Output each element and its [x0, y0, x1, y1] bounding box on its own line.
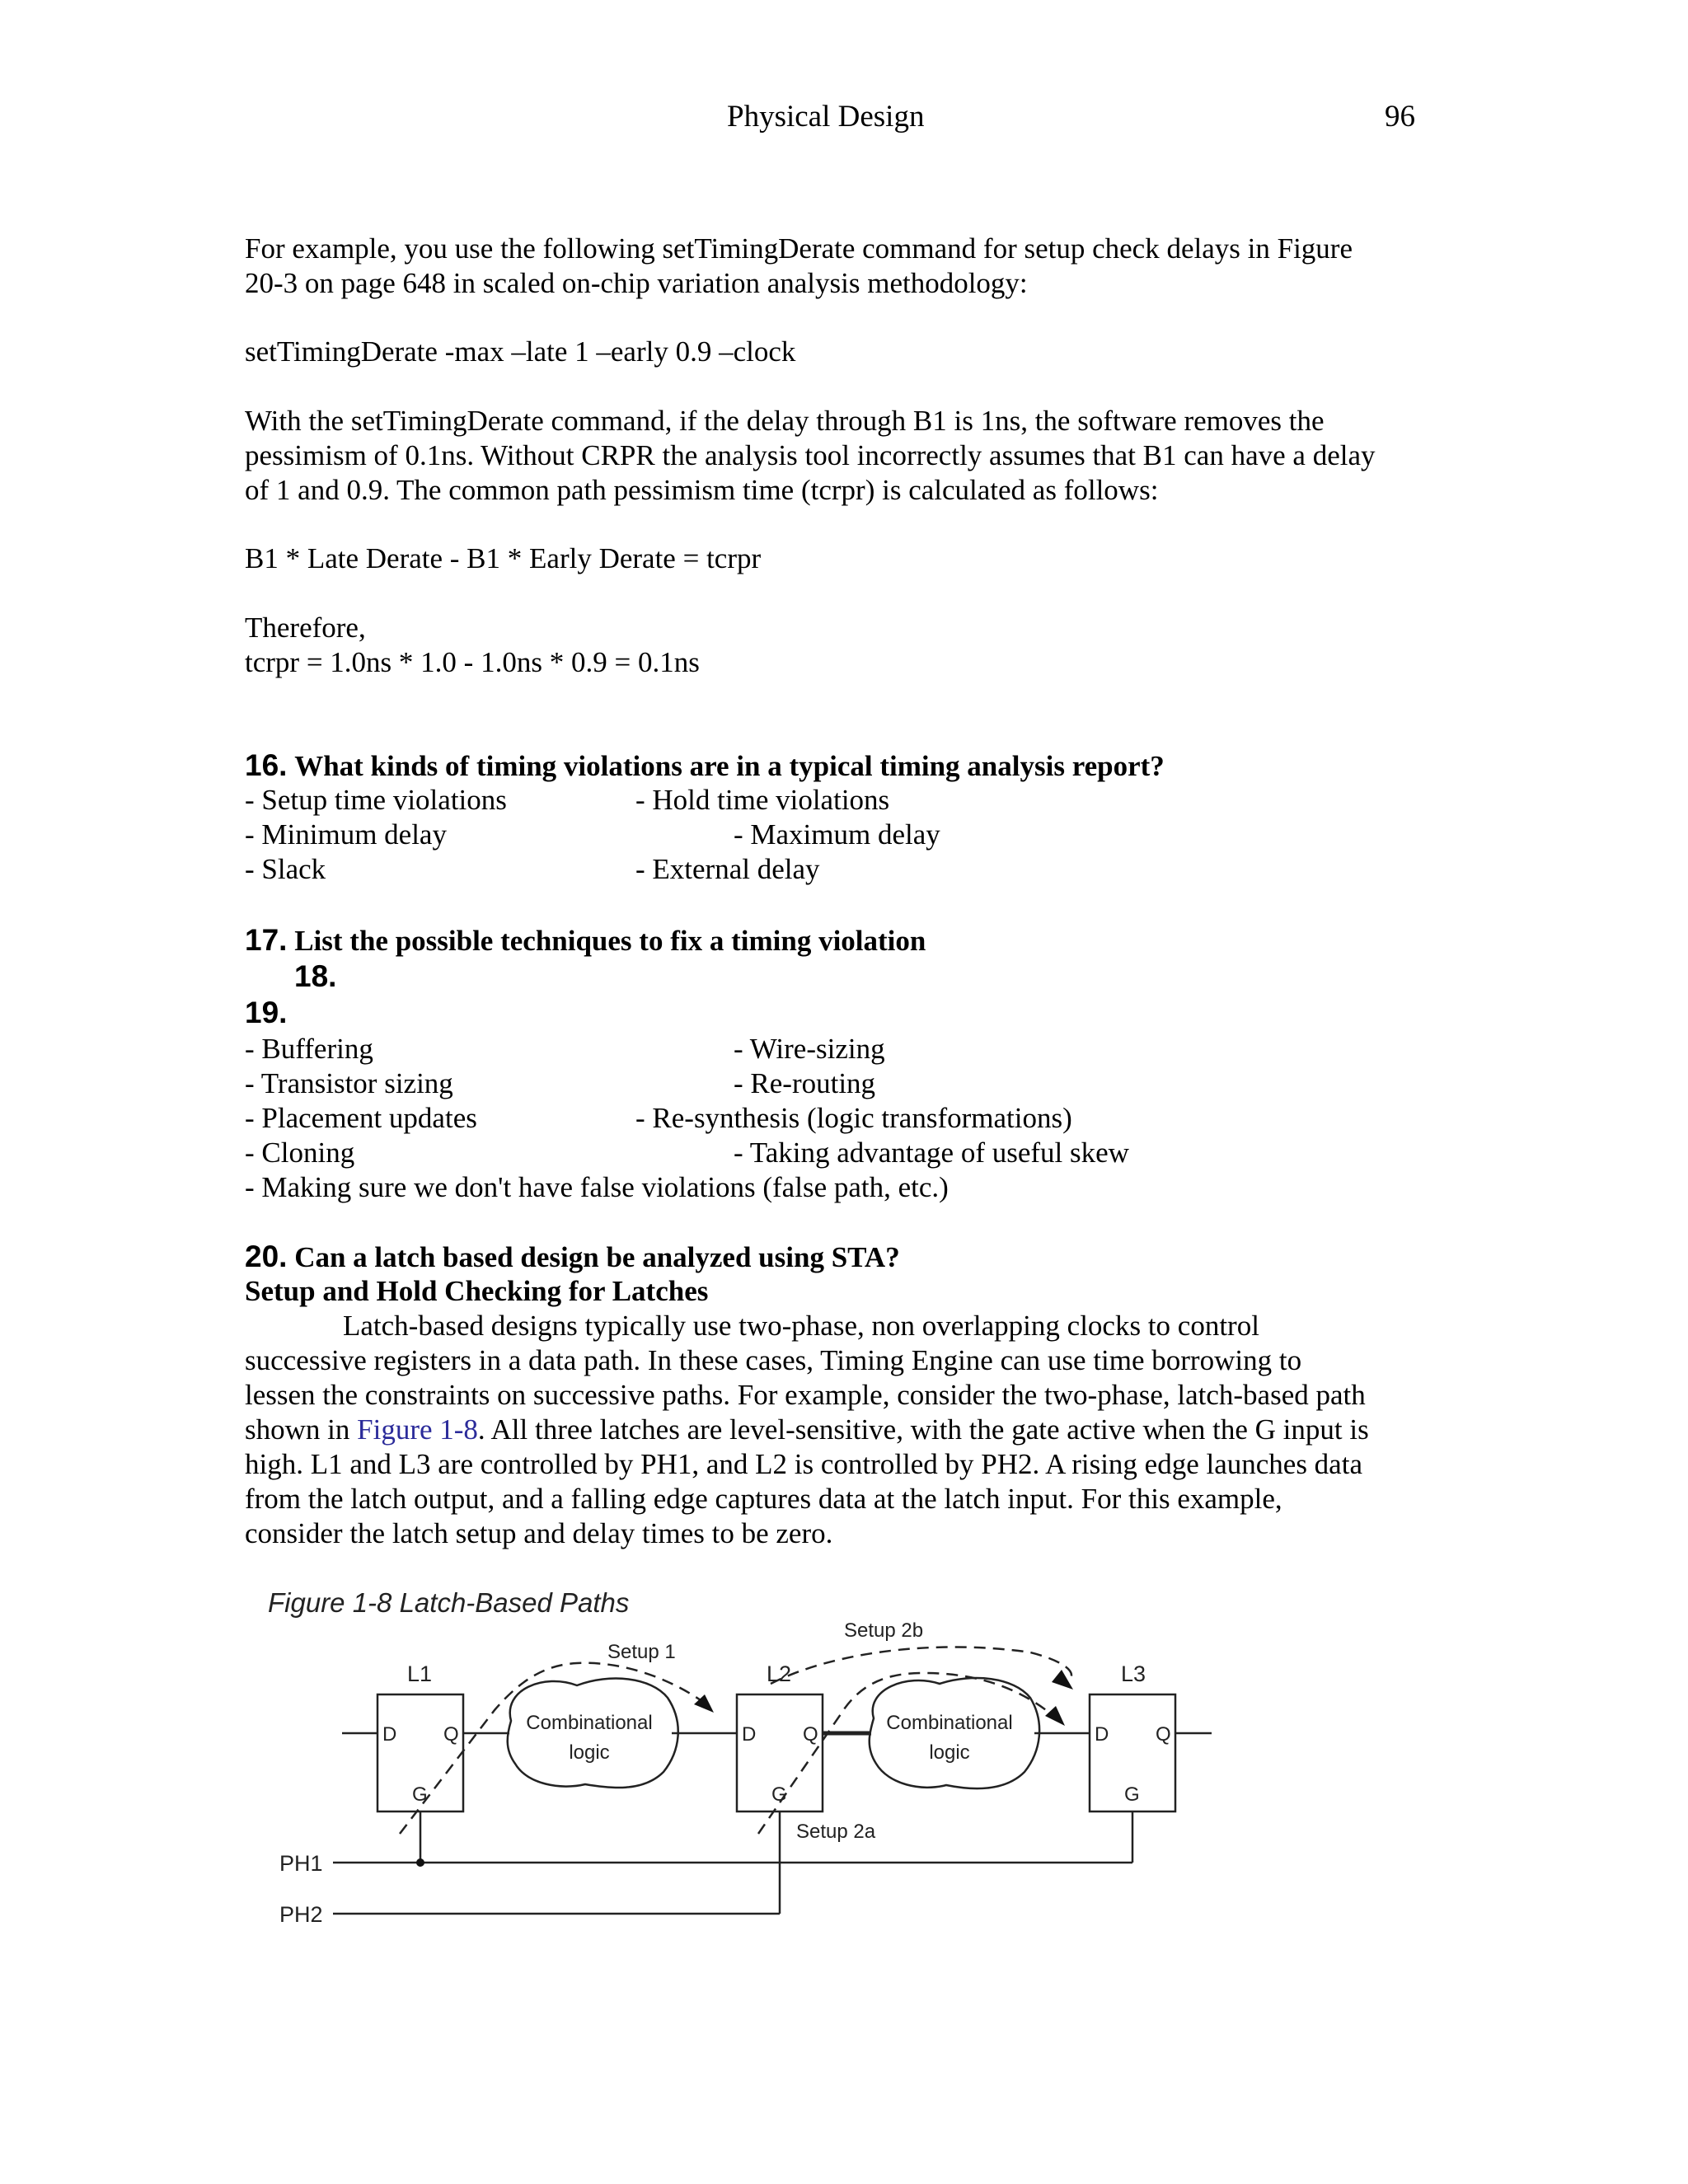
q17-item: - Re-synthesis (logic transformations): [635, 1102, 1072, 1134]
l1-pin-g: G: [412, 1783, 428, 1806]
question-20-number: 20.: [245, 1240, 288, 1273]
q16-item: - Setup time violations: [245, 784, 507, 816]
logic-1-label-line-1: Combinational: [526, 1712, 653, 1734]
paragraph-line-2: pessimism of 0.1ns. Without CRPR the analysis tool incorrectly assumes that B1 can have a delay: [245, 439, 1376, 471]
setup-1-label: Setup 1: [607, 1641, 676, 1663]
q17-item: - Placement updates: [245, 1102, 477, 1134]
ph2-label: PH2: [279, 1902, 323, 1927]
logic-2-label-line-2: logic: [929, 1741, 970, 1764]
setup-2a-arc: [758, 1673, 1057, 1834]
q17-item: - Transistor sizing: [245, 1067, 453, 1099]
latch-paragraph-line-7: consider the latch setup and delay times to be zero.: [245, 1517, 833, 1549]
latch-paragraph-line-3: lessen the constraints on successive paths. For example, consider the two-phase, latch-based path: [245, 1379, 1366, 1411]
q17-item: - Re-routing: [734, 1067, 876, 1099]
page-number: 96: [1385, 100, 1415, 134]
formula-line: B1 * Late Derate - B1 * Early Derate = tcrpr: [245, 542, 762, 574]
latch-l3-label: L3: [1121, 1661, 1146, 1686]
question-18-number: 18.: [294, 959, 337, 993]
latch-paragraph-line-1: Latch-based designs typically use two-phase, non overlapping clocks to control: [343, 1310, 1259, 1342]
setup-2a-label: Setup 2a: [796, 1821, 876, 1843]
paragraph-line-1: With the setTimingDerate command, if the delay through B1 is 1ns, the software removes the: [245, 405, 1325, 437]
latch-paragraph-text: shown in: [245, 1413, 358, 1446]
therefore-line: Therefore,: [245, 612, 366, 644]
latch-l1-label: L1: [407, 1661, 433, 1686]
question-19-number: 19.: [245, 996, 288, 1029]
latch-paragraph-line-5: high. L1 and L3 are controlled by PH1, and L2 is controlled by PH2. A rising edge launches data: [245, 1448, 1362, 1480]
page-header-title: Physical Design: [727, 100, 925, 134]
q17-item: - Buffering: [245, 1033, 373, 1065]
intro-line-1: For example, you use the following setTimingDerate command for setup check delays in Figure: [245, 232, 1353, 265]
q17-item: - Taking advantage of useful skew: [734, 1137, 1129, 1169]
setup-2b-arc: [771, 1647, 1071, 1684]
l3-pin-g: G: [1124, 1783, 1140, 1806]
q17-item: - Cloning: [245, 1137, 355, 1169]
l2-pin-g: G: [771, 1783, 787, 1806]
latch-paragraph-text: . All three latches are level-sensitive, with the gate active when the G input is: [477, 1413, 1369, 1446]
latch-paragraph-line-6: from the latch output, and a falling edge captures data at the latch input. For this example,: [245, 1483, 1282, 1515]
q16-item: - Slack: [245, 853, 326, 885]
question-17-number: 17.: [245, 923, 288, 957]
l3-pin-q: Q: [1156, 1723, 1171, 1746]
q16-item: - Maximum delay: [734, 818, 940, 851]
setup-2a-arrowhead: [1045, 1706, 1065, 1726]
figure-title: Figure 1-8 Latch-Based Paths: [268, 1587, 630, 1618]
question-16-number: 16.: [245, 748, 288, 782]
q16-item: - External delay: [635, 853, 820, 885]
l2-pin-d: D: [742, 1723, 757, 1746]
logic-2-label-line-1: Combinational: [886, 1712, 1013, 1734]
result-line: tcrpr = 1.0ns * 1.0 - 1.0ns * 0.9 = 0.1ns: [245, 646, 700, 678]
figure-link[interactable]: Figure 1-8: [357, 1413, 478, 1446]
l1-pin-q: Q: [443, 1723, 459, 1746]
paragraph-line-3: of 1 and 0.9. The common path pessimism time (tcrpr) is calculated as follows:: [245, 474, 1159, 506]
q16-item: - Minimum delay: [245, 818, 447, 851]
section-subheading: Setup and Hold Checking for Latches: [245, 1275, 709, 1307]
ph1-label: PH1: [279, 1851, 323, 1876]
latch-l2-label: L2: [767, 1661, 792, 1686]
intro-line-2: 20-3 on page 648 in scaled on-chip variation analysis methodology:: [245, 267, 1028, 299]
setup-2b-label: Setup 2b: [844, 1619, 924, 1642]
l3-pin-d: D: [1095, 1723, 1109, 1746]
l2-pin-q: Q: [803, 1723, 818, 1746]
latch-paragraph-line-2: successive registers in a data path. In these cases, Timing Engine can use time borrowing to: [245, 1344, 1302, 1376]
q16-item: - Hold time violations: [635, 784, 890, 816]
question-20-text: Can a latch based design be analyzed using STA?: [294, 1241, 900, 1273]
q17-last-item: - Making sure we don't have false violations (false path, etc.): [245, 1171, 949, 1203]
setup-1-arc: [400, 1663, 709, 1834]
question-16-text: What kinds of timing violations are in a typical timing analysis report?: [294, 750, 1165, 782]
logic-1-label-line-2: logic: [569, 1741, 610, 1764]
ph1-junction-dot: [416, 1858, 424, 1867]
l1-pin-d: D: [382, 1723, 397, 1746]
question-17-text: List the possible techniques to fix a timing violation: [294, 925, 926, 957]
command-line: setTimingDerate -max –late 1 –early 0.9 –clock: [245, 335, 796, 368]
q17-item: - Wire-sizing: [734, 1033, 885, 1065]
